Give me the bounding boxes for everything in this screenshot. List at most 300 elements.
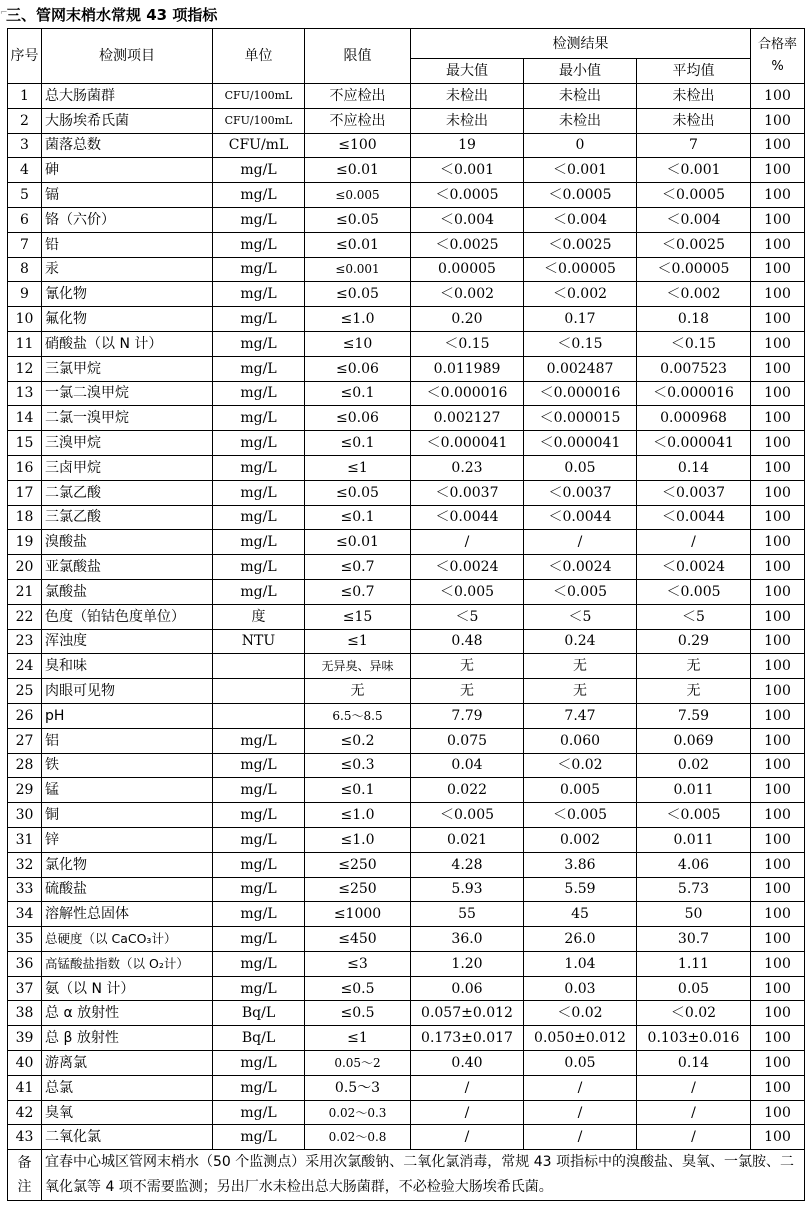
row-avg: ＜0.002 — [637, 282, 751, 307]
row-limit: ≤0.1 — [305, 778, 411, 803]
row-limit: 无异臭、异味 — [305, 654, 411, 679]
row-unit: mg/L — [213, 158, 305, 183]
row-min: 7.47 — [524, 703, 637, 728]
row-unit: Bq/L — [213, 1026, 305, 1051]
row-avg: 0.29 — [637, 629, 751, 654]
row-item: 肉眼可见物 — [42, 679, 213, 704]
table-row — [8, 927, 805, 952]
row-avg: 无 — [637, 654, 751, 679]
row-avg: 无 — [637, 679, 751, 704]
row-item: 大肠埃希氏菌 — [42, 108, 213, 133]
row-min: 0.002487 — [524, 356, 637, 381]
row-avg: 未检出 — [637, 108, 751, 133]
row-min: ＜0.005 — [524, 803, 637, 828]
row-unit: mg/L — [213, 1125, 305, 1150]
table-row — [8, 356, 805, 381]
row-pass-rate: 100 — [751, 257, 805, 282]
row-unit: CFU/100mL — [213, 84, 305, 109]
row-seq: 10 — [8, 307, 42, 332]
row-min: ＜0.0025 — [524, 232, 637, 257]
row-max: 7.79 — [411, 703, 524, 728]
table-row — [8, 1125, 805, 1150]
row-unit: mg/L — [213, 530, 305, 555]
row-max: ＜0.0005 — [411, 183, 524, 208]
table-row — [8, 108, 805, 133]
row-limit: ≤1.0 — [305, 803, 411, 828]
row-item: 色度（铂钴色度单位） — [42, 604, 213, 629]
header-pass-unit: % — [771, 59, 784, 74]
header-max: 最大值 — [411, 59, 524, 84]
row-min: 26.0 — [524, 927, 637, 952]
row-limit: ≤100 — [305, 133, 411, 158]
row-limit: ≤0.06 — [305, 356, 411, 381]
row-pass-rate: 100 — [751, 951, 805, 976]
row-limit: ≤0.01 — [305, 158, 411, 183]
table-row — [8, 852, 805, 877]
row-avg: ＜0.00005 — [637, 257, 751, 282]
row-unit: mg/L — [213, 803, 305, 828]
row-min: 0.24 — [524, 629, 637, 654]
row-max: 0.022 — [411, 778, 524, 803]
table-row — [8, 902, 805, 927]
row-min: 无 — [524, 654, 637, 679]
row-seq: 21 — [8, 579, 42, 604]
row-limit: ≤0.05 — [305, 207, 411, 232]
row-pass-rate: 100 — [751, 207, 805, 232]
row-limit: ≤3 — [305, 951, 411, 976]
row-unit: mg/L — [213, 1051, 305, 1076]
row-item: 氟化物 — [42, 307, 213, 332]
row-item: 铁 — [42, 753, 213, 778]
row-pass-rate: 100 — [751, 505, 805, 530]
row-avg: ＜0.0024 — [637, 555, 751, 580]
row-min: ＜0.0037 — [524, 480, 637, 505]
row-seq: 39 — [8, 1026, 42, 1051]
row-pass-rate: 100 — [751, 158, 805, 183]
row-seq: 12 — [8, 356, 42, 381]
row-max: 0.48 — [411, 629, 524, 654]
row-item: 总大肠菌群 — [42, 84, 213, 109]
table-row — [8, 728, 805, 753]
row-unit: mg/L — [213, 976, 305, 1001]
row-item: 锰 — [42, 778, 213, 803]
row-unit: Bq/L — [213, 1001, 305, 1026]
row-min: ＜0.0044 — [524, 505, 637, 530]
row-unit: mg/L — [213, 579, 305, 604]
table-row — [8, 579, 805, 604]
table-row — [8, 381, 805, 406]
row-unit: CFU/mL — [213, 133, 305, 158]
row-avg: ＜0.0037 — [637, 480, 751, 505]
row-pass-rate: 100 — [751, 1125, 805, 1150]
row-limit: ≤250 — [305, 852, 411, 877]
header-item: 检测项目 — [42, 29, 213, 84]
row-limit: ≤0.7 — [305, 555, 411, 580]
row-item: 浑浊度 — [42, 629, 213, 654]
row-item: 总 β 放射性 — [42, 1026, 213, 1051]
row-item: 铅 — [42, 232, 213, 257]
table-row — [8, 455, 805, 480]
row-seq: 9 — [8, 282, 42, 307]
row-avg: 0.011 — [637, 827, 751, 852]
row-seq: 13 — [8, 381, 42, 406]
row-min: 5.59 — [524, 877, 637, 902]
row-min: ＜0.02 — [524, 753, 637, 778]
row-max: 未检出 — [411, 84, 524, 109]
row-item: 硫酸盐 — [42, 877, 213, 902]
row-pass-rate: 100 — [751, 827, 805, 852]
row-seq: 25 — [8, 679, 42, 704]
row-pass-rate: 100 — [751, 108, 805, 133]
row-unit: mg/L — [213, 356, 305, 381]
row-avg: / — [637, 1125, 751, 1150]
row-seq: 42 — [8, 1100, 42, 1125]
row-seq: 31 — [8, 827, 42, 852]
row-item: 总 α 放射性 — [42, 1001, 213, 1026]
row-limit: ≤0.01 — [305, 232, 411, 257]
row-item: 二氯一溴甲烷 — [42, 406, 213, 431]
row-min: ＜0.0005 — [524, 183, 637, 208]
table-row — [8, 803, 805, 828]
row-max: 0.06 — [411, 976, 524, 1001]
table-row — [8, 505, 805, 530]
table-row — [8, 1075, 805, 1100]
table-row — [8, 1026, 805, 1051]
row-min: 无 — [524, 679, 637, 704]
row-limit: 0.5～3 — [305, 1075, 411, 1100]
row-max: 无 — [411, 679, 524, 704]
row-min: 0.060 — [524, 728, 637, 753]
row-unit: mg/L — [213, 852, 305, 877]
row-min: ＜0.15 — [524, 331, 637, 356]
note-text: 宜春中心城区管网末梢水（50 个监测点）采用次氯酸钠、二氧化氯消毒，常规 43 项指标中的溴酸盐、臭氧、一氯胺、二氧化氯等 4 项不需要监测；另出厂水未检出总大肠菌群，不必检验大肠埃希氏菌。 — [42, 1150, 805, 1201]
row-min: ＜0.000015 — [524, 406, 637, 431]
row-min: 45 — [524, 902, 637, 927]
row-pass-rate: 100 — [751, 753, 805, 778]
row-unit: mg/L — [213, 877, 305, 902]
row-avg: 0.05 — [637, 976, 751, 1001]
row-min: 0 — [524, 133, 637, 158]
section-title-text: 三、管网末梢水常规 43 项指标 — [6, 6, 218, 24]
row-seq: 5 — [8, 183, 42, 208]
row-seq: 23 — [8, 629, 42, 654]
row-item: 硝酸盐（以 N 计） — [42, 331, 213, 356]
row-seq: 36 — [8, 951, 42, 976]
table-row — [8, 877, 805, 902]
row-pass-rate: 100 — [751, 679, 805, 704]
row-unit: mg/L — [213, 827, 305, 852]
header-pass-rate — [751, 29, 805, 84]
row-avg: ＜0.02 — [637, 1001, 751, 1026]
row-min: / — [524, 530, 637, 555]
row-max: 1.20 — [411, 951, 524, 976]
row-pass-rate: 100 — [751, 356, 805, 381]
row-item: 三氯乙酸 — [42, 505, 213, 530]
row-item: 高锰酸盐指数（以 O₂计） — [42, 951, 213, 976]
note-label: 备注 — [8, 1150, 42, 1201]
row-max: 0.173±0.017 — [411, 1026, 524, 1051]
row-item: 汞 — [42, 257, 213, 282]
row-item: 锌 — [42, 827, 213, 852]
row-avg: ＜0.0005 — [637, 183, 751, 208]
row-seq: 3 — [8, 133, 42, 158]
row-max: 0.00005 — [411, 257, 524, 282]
row-limit: ≤0.5 — [305, 976, 411, 1001]
indicator-table — [7, 28, 805, 1201]
row-max: 0.002127 — [411, 406, 524, 431]
row-unit: mg/L — [213, 505, 305, 530]
row-avg: / — [637, 1100, 751, 1125]
table-row — [8, 158, 805, 183]
row-seq: 30 — [8, 803, 42, 828]
row-limit: 不应检出 — [305, 108, 411, 133]
row-pass-rate: 100 — [751, 778, 805, 803]
row-min: ＜0.002 — [524, 282, 637, 307]
row-pass-rate: 100 — [751, 604, 805, 629]
row-avg: 7 — [637, 133, 751, 158]
table-row — [8, 778, 805, 803]
row-seq: 1 — [8, 84, 42, 109]
row-seq: 2 — [8, 108, 42, 133]
row-pass-rate: 100 — [751, 84, 805, 109]
table-body — [8, 84, 805, 1150]
row-pass-rate: 100 — [751, 431, 805, 456]
row-item: 亚氯酸盐 — [42, 555, 213, 580]
row-pass-rate: 100 — [751, 183, 805, 208]
table-row — [8, 406, 805, 431]
row-max: ＜0.000041 — [411, 431, 524, 456]
row-item: 镉 — [42, 183, 213, 208]
row-unit: mg/L — [213, 431, 305, 456]
row-max: ＜0.005 — [411, 579, 524, 604]
row-unit — [213, 679, 305, 704]
row-pass-rate: 100 — [751, 406, 805, 431]
row-unit: mg/L — [213, 778, 305, 803]
row-item: 臭氧 — [42, 1100, 213, 1125]
row-max: ＜0.0024 — [411, 555, 524, 580]
row-max: ＜0.0025 — [411, 232, 524, 257]
row-seq: 26 — [8, 703, 42, 728]
row-max: ＜0.005 — [411, 803, 524, 828]
row-item: 菌落总数 — [42, 133, 213, 158]
row-max: 0.40 — [411, 1051, 524, 1076]
row-seq: 6 — [8, 207, 42, 232]
row-limit: ≤0.05 — [305, 480, 411, 505]
row-limit: ≤10 — [305, 331, 411, 356]
row-seq: 16 — [8, 455, 42, 480]
table-row — [8, 257, 805, 282]
row-max: 0.23 — [411, 455, 524, 480]
row-limit: ≤0.06 — [305, 406, 411, 431]
table-row — [8, 232, 805, 257]
row-max: / — [411, 1075, 524, 1100]
row-seq: 38 — [8, 1001, 42, 1026]
row-unit: mg/L — [213, 1075, 305, 1100]
row-unit: 度 — [213, 604, 305, 629]
row-max: 无 — [411, 654, 524, 679]
row-pass-rate: 100 — [751, 1001, 805, 1026]
row-pass-rate: 100 — [751, 579, 805, 604]
row-min: ＜0.000016 — [524, 381, 637, 406]
row-avg: 0.103±0.016 — [637, 1026, 751, 1051]
row-unit: mg/L — [213, 951, 305, 976]
table-row — [8, 976, 805, 1001]
row-item: 铝 — [42, 728, 213, 753]
row-pass-rate: 100 — [751, 877, 805, 902]
row-avg: ＜0.004 — [637, 207, 751, 232]
row-avg: / — [637, 1075, 751, 1100]
row-seq: 41 — [8, 1075, 42, 1100]
header-unit: 单位 — [213, 29, 305, 84]
row-pass-rate: 100 — [751, 1075, 805, 1100]
row-pass-rate: 100 — [751, 455, 805, 480]
row-avg: ＜0.000016 — [637, 381, 751, 406]
table-row — [8, 679, 805, 704]
row-pass-rate: 100 — [751, 381, 805, 406]
table-row — [8, 331, 805, 356]
row-item: 三溴甲烷 — [42, 431, 213, 456]
row-pass-rate: 100 — [751, 232, 805, 257]
row-limit: 6.5～8.5 — [305, 703, 411, 728]
header-seq: 序号 — [8, 29, 42, 84]
row-min: 0.05 — [524, 1051, 637, 1076]
row-limit: ≤0.1 — [305, 381, 411, 406]
table-row — [8, 629, 805, 654]
row-min: 0.002 — [524, 827, 637, 852]
row-limit: ≤1.0 — [305, 827, 411, 852]
row-max: ＜0.15 — [411, 331, 524, 356]
row-min: 未检出 — [524, 84, 637, 109]
row-item: 氰化物 — [42, 282, 213, 307]
row-max: 0.021 — [411, 827, 524, 852]
row-seq: 14 — [8, 406, 42, 431]
row-item: 铜 — [42, 803, 213, 828]
row-limit: ≤0.001 — [305, 257, 411, 282]
row-min: / — [524, 1075, 637, 1100]
row-seq: 19 — [8, 530, 42, 555]
row-limit: 0.05～2 — [305, 1051, 411, 1076]
row-max: ＜0.0037 — [411, 480, 524, 505]
table-row — [8, 1051, 805, 1076]
row-unit: mg/L — [213, 406, 305, 431]
row-limit: ≤0.1 — [305, 505, 411, 530]
row-pass-rate: 100 — [751, 902, 805, 927]
row-item: 砷 — [42, 158, 213, 183]
row-unit: mg/L — [213, 307, 305, 332]
table-row — [8, 207, 805, 232]
row-pass-rate: 100 — [751, 629, 805, 654]
note-row — [8, 1150, 805, 1201]
row-avg: 0.069 — [637, 728, 751, 753]
row-item: 氯酸盐 — [42, 579, 213, 604]
table-row — [8, 827, 805, 852]
table-row — [8, 703, 805, 728]
row-limit: ≤0.3 — [305, 753, 411, 778]
row-max: 55 — [411, 902, 524, 927]
row-max: ＜0.001 — [411, 158, 524, 183]
row-max: ＜0.002 — [411, 282, 524, 307]
row-unit: mg/L — [213, 1100, 305, 1125]
table-row — [8, 555, 805, 580]
row-limit: 不应检出 — [305, 84, 411, 109]
row-avg: 0.007523 — [637, 356, 751, 381]
table-row — [8, 307, 805, 332]
row-seq: 29 — [8, 778, 42, 803]
row-unit: mg/L — [213, 753, 305, 778]
row-min: ＜0.005 — [524, 579, 637, 604]
row-unit: NTU — [213, 629, 305, 654]
row-limit: ≤0.2 — [305, 728, 411, 753]
row-min: 0.005 — [524, 778, 637, 803]
row-unit — [213, 703, 305, 728]
row-avg: 4.06 — [637, 852, 751, 877]
row-pass-rate: 100 — [751, 1026, 805, 1051]
row-max: 0.057±0.012 — [411, 1001, 524, 1026]
row-avg: ＜0.0025 — [637, 232, 751, 257]
table-row — [8, 753, 805, 778]
row-limit: ≤450 — [305, 927, 411, 952]
row-min: ＜5 — [524, 604, 637, 629]
table-row — [8, 1001, 805, 1026]
row-item: 总硬度（以 CaCO₃计） — [42, 927, 213, 952]
row-seq: 32 — [8, 852, 42, 877]
row-max: 0.075 — [411, 728, 524, 753]
row-min: ＜0.00005 — [524, 257, 637, 282]
row-min: ＜0.004 — [524, 207, 637, 232]
row-seq: 7 — [8, 232, 42, 257]
row-item: 溶解性总固体 — [42, 902, 213, 927]
row-min: 3.86 — [524, 852, 637, 877]
row-seq: 37 — [8, 976, 42, 1001]
row-avg: ＜0.15 — [637, 331, 751, 356]
row-limit: ≤0.05 — [305, 282, 411, 307]
row-pass-rate: 100 — [751, 480, 805, 505]
row-max: 19 — [411, 133, 524, 158]
row-pass-rate: 100 — [751, 1100, 805, 1125]
row-pass-rate: 100 — [751, 852, 805, 877]
row-seq: 18 — [8, 505, 42, 530]
edit-mark-icon: ⌐ — [0, 8, 8, 18]
row-item: 二氧化氯 — [42, 1125, 213, 1150]
row-max: 未检出 — [411, 108, 524, 133]
row-limit: ≤0.005 — [305, 183, 411, 208]
row-avg: ＜0.001 — [637, 158, 751, 183]
table-row — [8, 951, 805, 976]
row-seq: 34 — [8, 902, 42, 927]
row-max: 0.011989 — [411, 356, 524, 381]
table-row — [8, 604, 805, 629]
row-pass-rate: 100 — [751, 555, 805, 580]
table-row — [8, 1100, 805, 1125]
row-seq: 27 — [8, 728, 42, 753]
row-unit: mg/L — [213, 183, 305, 208]
row-max: ＜0.0044 — [411, 505, 524, 530]
row-min: ＜0.02 — [524, 1001, 637, 1026]
row-avg: ＜0.0044 — [637, 505, 751, 530]
row-seq: 8 — [8, 257, 42, 282]
row-seq: 15 — [8, 431, 42, 456]
table-row — [8, 84, 805, 109]
row-min: 0.17 — [524, 307, 637, 332]
row-unit: mg/L — [213, 555, 305, 580]
row-max: / — [411, 1100, 524, 1125]
header-result: 检测结果 — [411, 29, 751, 59]
row-min: ＜0.0024 — [524, 555, 637, 580]
row-min: / — [524, 1125, 637, 1150]
row-min: 0.050±0.012 — [524, 1026, 637, 1051]
row-limit: ≤1.0 — [305, 307, 411, 332]
row-item: 二氯乙酸 — [42, 480, 213, 505]
